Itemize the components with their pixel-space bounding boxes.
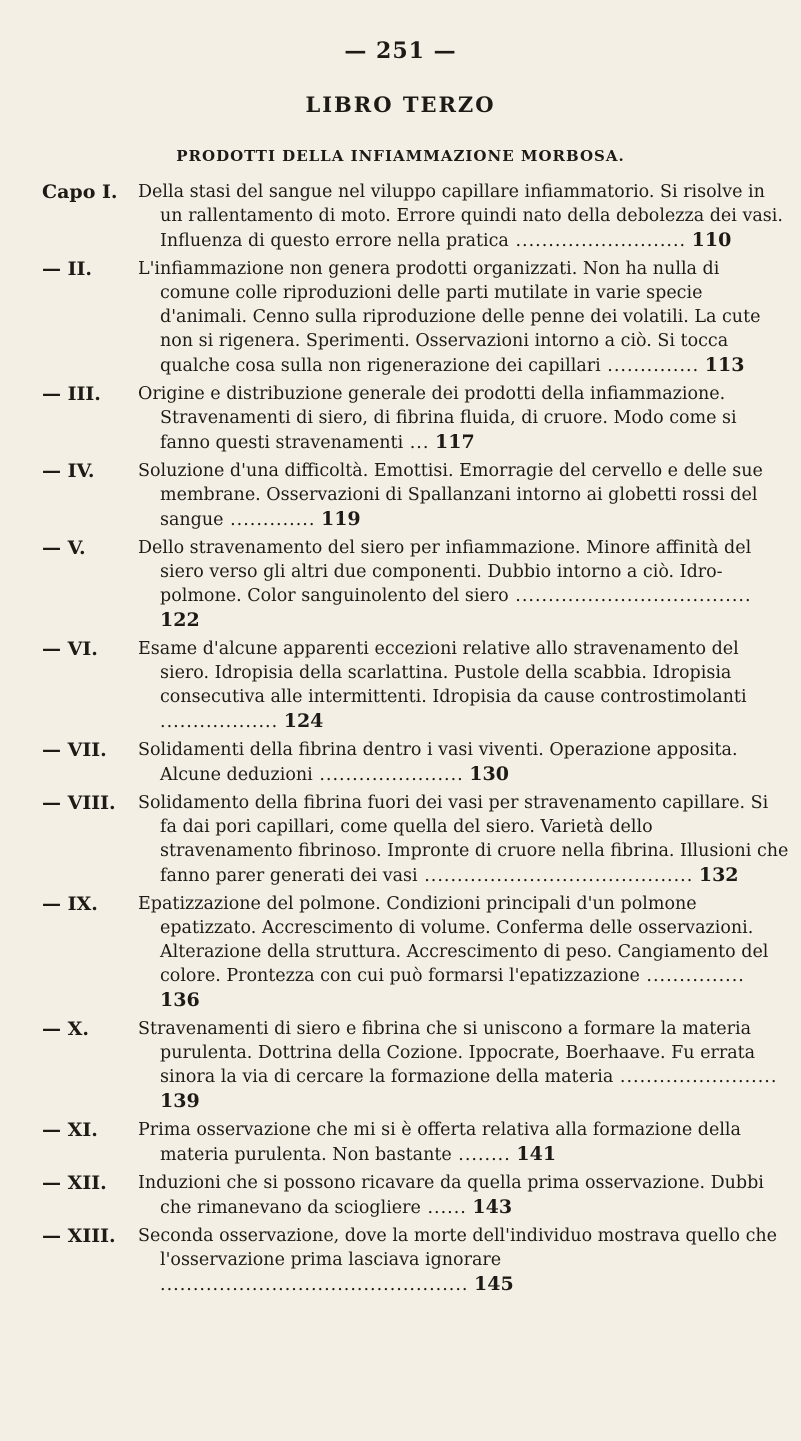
leader-dots: ... (403, 433, 430, 453)
chapter-label: — XIII. (42, 1225, 116, 1247)
page-reference: 139 (160, 1090, 200, 1112)
summary-text: Prima osservazione che mi si è offerta relativa alla formazione della materia purulenta. Non bastante (138, 1120, 741, 1165)
toc-entry (0, 637, 801, 734)
toc-entry (0, 1171, 801, 1220)
chapter-summary (138, 1224, 790, 1297)
toc-entry (0, 892, 801, 1013)
page-reference: 110 (691, 229, 732, 251)
leader-dots: .................. (160, 712, 279, 732)
page-reference: 145 (474, 1273, 514, 1295)
chapter-label: — XII. (42, 1172, 107, 1194)
section-title: PRODOTTI DELLA INFIAMMAZIONE MORBOSA. (176, 147, 625, 165)
summary-text: Solidamento della fibrina fuori dei vasi per stravenamento capillare. Si fa dai pori capillari, come quella del siero. Varietà dello stravenamento fibrinoso. Impronte di cruore nella fibrina. Illusioni che fanno parer generati dei vasi (138, 793, 789, 886)
chapter-label: — III. (42, 383, 101, 405)
chapter-summary (138, 791, 790, 888)
chapter-label: Capo I. (42, 181, 118, 203)
summary-text: Soluzione d'una difficoltà. Emottisi. Emorragie del cervello e delle sue membrane. Osservazioni di Spallanzani intorno ai globetti rossi del sangue (138, 461, 763, 530)
toc-entry (0, 1118, 801, 1167)
chapter-label: — X. (42, 1018, 89, 1040)
summary-text: Della stasi del sangue nel viluppo capillare infiammatorio. Si risolve in un rallentamento di moto. Errore quindi nato della debolezza dei vasi. Influenza di questo errore nella pratica (138, 182, 783, 251)
summary-text: Solidamenti della fibrina dentro i vasi viventi. Operazione apposita. Alcune deduzioni (138, 740, 738, 785)
summary-text: Esame d'alcune apparenti eccezioni relative allo stravenamento del siero. Idropisia della scarlattina. Pustole della scabbia. Idropisia consecutiva alle intermittenti. Idropisia da cause controstimolanti (138, 639, 747, 707)
leader-dots: ........ (451, 1145, 511, 1165)
leader-dots: ............... (639, 966, 745, 986)
chapter-summary (138, 637, 790, 734)
leader-dots: .............. (600, 356, 700, 376)
toc-entry (0, 180, 801, 253)
summary-text: Epatizzazione del polmone. Condizioni principali d'un polmone epatizzato. Accrescimento di volume. Conferma delle osservazioni. Alterazione della struttura. Accrescimento di peso. Cangiamento del colore. Prontezza con cui può formarsi l'epatizzazione (138, 894, 769, 986)
chapter-label: — IV. (42, 460, 95, 482)
page-reference: 117 (435, 431, 475, 453)
chapter-label: — VII. (42, 739, 107, 761)
page-reference: 141 (516, 1143, 557, 1165)
page-reference: 124 (283, 710, 324, 732)
chapter-summary (138, 1017, 790, 1114)
chapter-label: — XI. (42, 1119, 98, 1141)
page-reference: 132 (698, 864, 739, 886)
page-reference: 119 (320, 508, 361, 530)
chapter-summary (138, 257, 790, 378)
toc-entry (0, 382, 801, 455)
leader-dots: ........................ (613, 1067, 778, 1087)
page-number: — 251 — (344, 38, 457, 64)
page-reference: 113 (704, 354, 745, 376)
chapter-summary (138, 180, 790, 253)
chapter-label: — VI. (42, 638, 98, 660)
toc-entry (0, 459, 801, 532)
chapter-summary (138, 459, 790, 532)
leader-dots: .................................... (508, 586, 752, 606)
toc-entry (0, 1017, 801, 1114)
leader-dots: ...... (420, 1198, 467, 1218)
page-reference: 130 (469, 763, 509, 785)
summary-text: Induzioni che si possono ricavare da quella prima osservazione. Dubbi che rimanevano da sciogliere (138, 1173, 764, 1218)
chapter-label: — VIII. (42, 792, 116, 814)
summary-text: Seconda osservazione, dove la morte dell'individuo mostrava quello che l'osservazione prima lasciava ignorare (138, 1226, 778, 1270)
chapter-summary (138, 382, 790, 455)
chapter-summary (138, 738, 790, 787)
chapter-summary (138, 536, 790, 633)
leader-dots: ............................................... (160, 1275, 469, 1295)
summary-text: L'infiammazione non genera prodotti organizzati. Non ha nulla di comune colle riproduzioni delle parti mutilate in varie specie d'animali. Cenno sulla riproduzione delle penne dei volatili. La cute non si rigenera. Sperimenti. Osservazioni intorno a ciò. Si tocca qualche cosa sulla non rigenerazione dei capillari (138, 259, 761, 376)
page-reference: 122 (160, 609, 200, 631)
chapter-label: — II. (42, 258, 93, 280)
chapter-summary (138, 892, 790, 1013)
chapter-label: — IX. (42, 893, 98, 915)
book-title: LIBRO TERZO (305, 92, 496, 117)
chapter-summary (138, 1171, 790, 1220)
summary-text: Dello stravenamento del siero per infiammazione. Minore affinità del siero verso gli altri due componenti. Dubbio intorno a ciò. Idro-polmone. Color sanguinolento del siero (138, 538, 752, 606)
leader-dots: ...................... (312, 765, 464, 785)
page-reference: 143 (472, 1196, 513, 1218)
leader-dots: ............. (223, 510, 316, 530)
leader-dots: ......................................... (417, 866, 694, 886)
toc-entry (0, 1224, 801, 1297)
summary-text: Origine e distribuzione generale dei prodotti della infiammazione. Stravenamenti di siero, di fibrina fluida, di cruore. Modo come si fanno questi stravenamenti (138, 384, 737, 453)
chapter-label: — V. (42, 537, 86, 559)
toc-entry (0, 738, 801, 787)
leader-dots: .......................... (508, 231, 687, 251)
summary-text: Stravenamenti di siero e fibrina che si uniscono a formare la materia purulenta. Dottrina della Cozione. Ippocrate, Boerhaave. Fu errata sinora la via di cercare la formazione della materia (138, 1019, 756, 1087)
table-of-contents (0, 180, 801, 1301)
toc-entry (0, 257, 801, 378)
chapter-summary (138, 1118, 790, 1167)
toc-entry (0, 536, 801, 633)
page-reference: 136 (160, 989, 200, 1011)
toc-entry (0, 791, 801, 888)
